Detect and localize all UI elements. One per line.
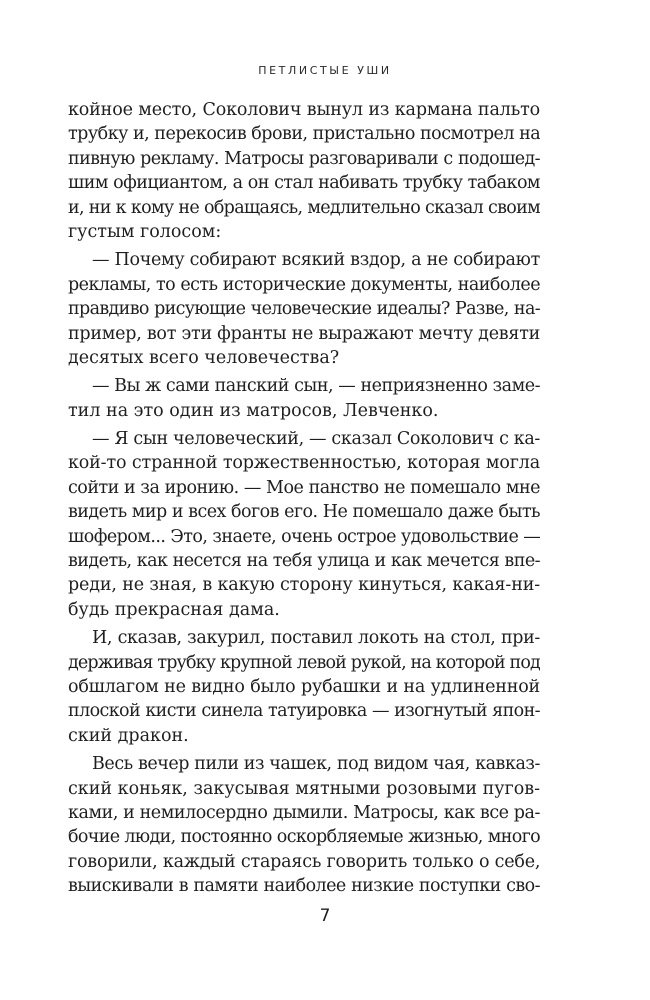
- text-line: — Я сын человеческий, — сказал Соколович с ка-: [92, 429, 540, 450]
- text-line: обшлагом не видно было рубашки и на удлиненной: [68, 676, 540, 697]
- running-header: ПЕТЛИСТЫЕ УШИ: [258, 64, 392, 77]
- text-line: сойти и за иронию. — Мое панство не помешало мне: [68, 477, 540, 498]
- text-line: пример, вот эти франты не выражают мечту девяти: [68, 323, 540, 344]
- text-line: десятых всего человечества?: [68, 347, 340, 368]
- text-line: видеть мир и всех богов его. Не помешало даже быть: [68, 502, 540, 523]
- text-line: реди, не зная, в какую сторону кинуться, какая-ни-: [68, 575, 540, 596]
- text-line: — Вы ж сами панский сын, — неприязненно заме-: [92, 376, 540, 397]
- text-line: будь прекрасная дама.: [68, 599, 280, 620]
- text-line: правдиво рисующие человеческие идеалы? Разве, на-: [68, 299, 540, 320]
- text-line: кой-то странной торжественностью, которая могла: [68, 453, 540, 474]
- text-line: и, ни к кому не обращаясь, медлительно сказал своим: [68, 197, 540, 218]
- page-number: 7: [319, 906, 331, 926]
- text-line: пивную рекламу. Матросы разговаривали с подошед-: [68, 148, 540, 169]
- text-line: — Почему собирают всякий вздор, а не собирают: [92, 250, 540, 271]
- text-line: шим официантом, а он стал набивать трубку табаком: [68, 173, 540, 194]
- text-line: бочие люди, постоянно оскорбляемые жизнью, много: [68, 827, 540, 848]
- text-line: И, сказав, закурил, поставил локоть на стол, при-: [92, 628, 540, 649]
- text-line: видеть, как несется на тебя улица и как мечется впе-: [68, 551, 540, 572]
- text-line: Весь вечер пили из чашек, под видом чая, кавказ-: [92, 754, 540, 775]
- text-line: выискивали в памяти наиболее низкие поступки сво-: [68, 876, 540, 897]
- text-line: рекламы, то есть исторические документы, наиболее: [68, 274, 540, 295]
- text-line: держивая трубку крупной левой рукой, на которой под: [68, 652, 540, 673]
- text-line: ский коньяк, закусывая мятными розовыми пугов-: [68, 778, 540, 799]
- text-line: тил на это один из матросов, Левченко.: [68, 400, 439, 421]
- text-line: ский дракон.: [68, 725, 189, 746]
- text-line: шофером... Это, знаете, очень острое удовольствие —: [68, 526, 540, 547]
- body-text: [68, 98, 540, 899]
- text-line: ками, и немилосердно дымили. Матросы, как все ра-: [68, 802, 540, 823]
- text-line: говорили, каждый стараясь говорить только о себе,: [68, 851, 540, 872]
- text-line: койное место, Соколович вынул из кармана пальто: [68, 100, 540, 120]
- text-line: плоской кисти синела татуировка — изогнутый япон-: [68, 701, 540, 722]
- text-line: густым голосом:: [68, 221, 222, 242]
- text-line: трубку и, перекосив брови, пристально посмотрел на: [68, 124, 540, 145]
